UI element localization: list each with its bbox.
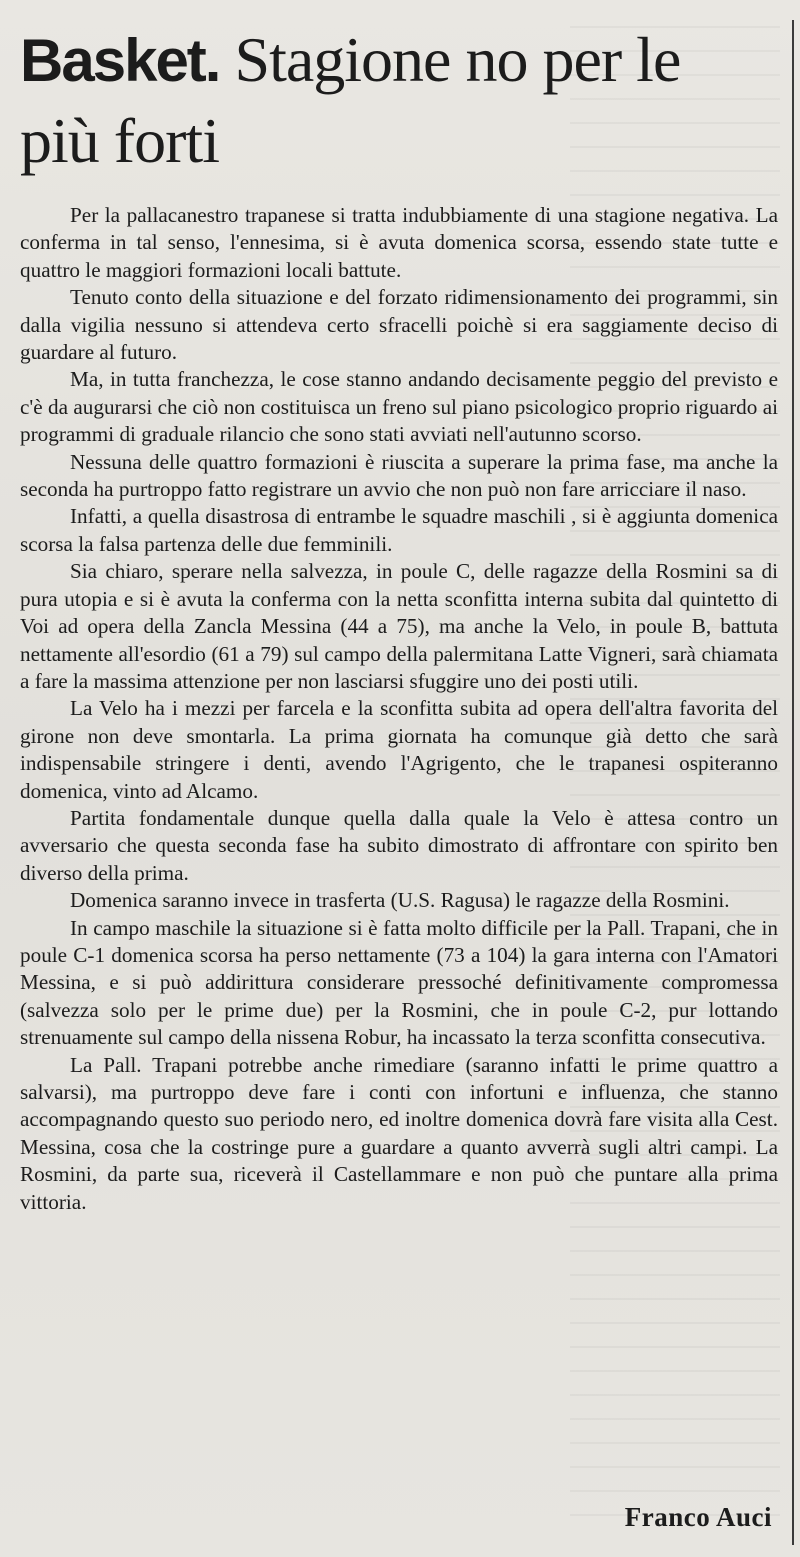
byline: Franco Auci <box>624 1502 772 1532</box>
paragraph: La Pall. Trapani potrebbe anche rimediare (saranno infatti le prime quattro a salvarsi), ma purtroppo deve fare i conti con infortuni e influenza, che stanno accompagnando questo suo periodo nero, ed inoltre domenica dovrà fare visita alla Cest. Messina, cosa che la costringe pure a guardare a quanto avverrà sugli altri campi. La Rosmini, da parte sua, riceverà il Castellammare e non può che puntare alla prima vittoria. <box>20 1052 778 1214</box>
paragraph: Domenica saranno invece in trasferta (U.S. Ragusa) le ragazze della Rosmini. <box>70 888 730 913</box>
headline <box>20 20 760 181</box>
paragraph: Nessuna delle quattro formazioni è riuscita a superare la prima fase, ma anche la seconda ha purtroppo fatto registrare un avvio che non può non fare arricciare il naso. <box>20 449 778 502</box>
headline-title: Stagione no per le più forti <box>20 24 681 176</box>
paragraph: Partita fondamentale dunque quella dalla quale la Velo è attesa contro un avversario che questa seconda fase ha subito dimostrato di affrontare con spirito ben diverso della prima. <box>20 805 778 885</box>
paragraph: Ma, in tutta franchezza, le cose stanno andando decisamente peggio del previsto e c'è da augurarsi che ciò non costituisca un freno sul piano psicologico proprio riguardo ai programmi di graduale rilancio che sono stati avviati nell'autunno scorso. <box>20 367 778 447</box>
article-body <box>20 202 778 1216</box>
paragraph: Infatti, a quella disastrosa di entrambe le squadre maschili , si è aggiunta domenica scorsa la falsa partenza delle due femminili. <box>20 504 778 556</box>
column-rule <box>792 20 794 1545</box>
headline-kicker: Basket. <box>20 27 220 94</box>
paragraph: In campo maschile la situazione si è fatta molto difficile per la Pall. Trapani, che in poule C-1 domenica scorsa ha perso nettamente (73 a 104) la gara interna con l'Amatori Messina, e si può addirittura considerare pressoché definitivamente compromessa (salvezza solo per le prime due) per la Rosmini, che in poule C-2, pur lottando strenuamente sul campo della nissena Robur, ha incassato la terza sconfitta consecutiva. <box>20 915 778 1050</box>
paragraph: La Velo ha i mezzi per farcela e la sconfitta subita ad opera dell'altra favorita del girone non deve smontarla. La prima giornata ha comunque già detto che sarà indispensabile stringere i denti, avendo l'Agrigento, che le trapanesi ospiteranno domenica, vinto ad Alcamo. <box>20 696 778 803</box>
paragraph: Sia chiaro, sperare nella salvezza, in poule C, delle ragazze della Rosmini sa di pura utopia e si è avuta la conferma con la netta sconfitta interna subita dal quintetto di Voi ad opera della Zancla Messina (44 a 75), ma anche la Velo, in poule B, battuta nettamente all'esordio (61 a 79) sul campo della palermitana Latte Vigneri, sarà chiamata a fare la massima attenzione per non lasciarsi sfuggire uno dei posti utili. <box>20 559 778 693</box>
paragraph: Per la pallacanestro trapanese si tratta indubbiamente di una stagione negativa. La conferma in tal senso, l'ennesima, si è avuta domenica scorsa, essendo state tutte e quattro le maggiori formazioni locali battute. <box>20 203 778 282</box>
paragraph: Tenuto conto della situazione e del forzato ridimensionamento dei programmi, sin dalla vigilia nessuno si attendeva certo sfracelli poichè si era saggiamente deciso di guardare al futuro. <box>20 285 778 365</box>
